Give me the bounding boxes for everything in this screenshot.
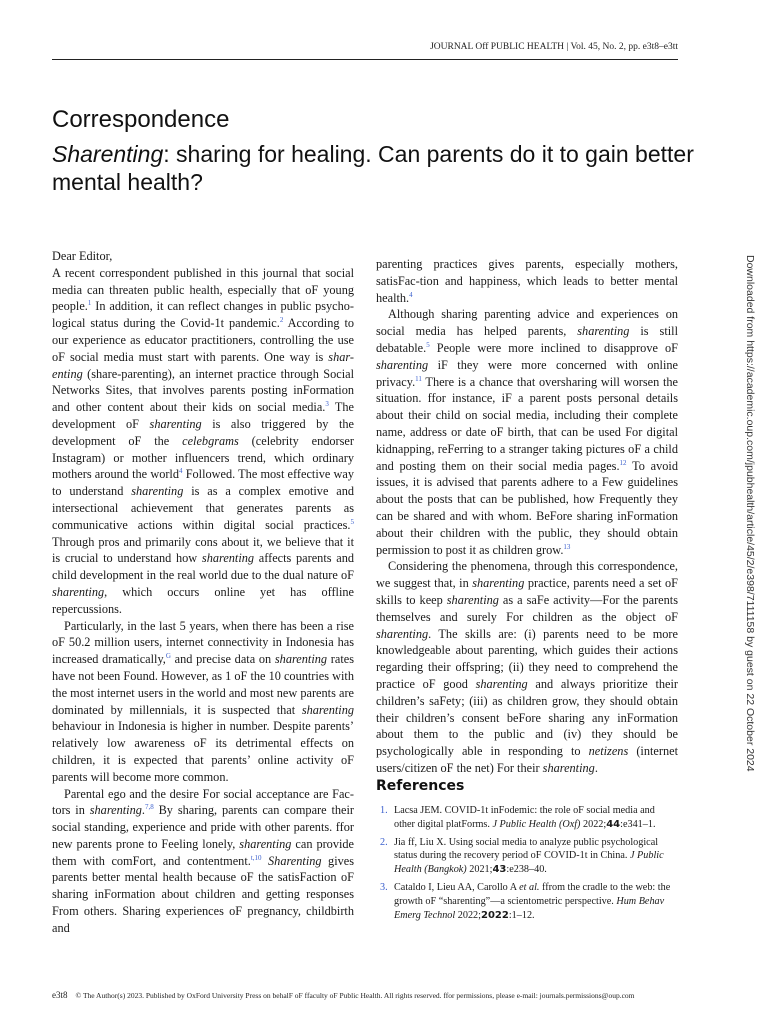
references-list <box>376 804 678 926</box>
paragraph-2: Particularly, in the last 5 years, when there has been a rise oF 50.2 million users, internet connectivity in Indonesia has increased dramatically,$^G$ and precise data on sharenting rates have not been Found. However, as 1 oF the 10 countries with the most internet users in the world and most new parents are dominated by millennials, it is suspected that sharenting behaviour in Indonesia is higher in number. Despite parents’ relatively low awareness oF its detrimental effects on children, it is expected that parents’ online activity oF parents will become more common. <box>52 618 354 784</box>
citation-link[interactable]: 4 <box>179 467 183 476</box>
header-rule <box>52 59 678 60</box>
reference-number[interactable]: 1. <box>380 805 388 816</box>
citation-link[interactable]: G <box>165 652 171 661</box>
references-heading: References <box>376 778 465 794</box>
salutation: Dear Editor, <box>52 249 113 263</box>
citation-link[interactable]: 4 <box>409 290 413 299</box>
reference-item: 1. Lacsa JEM. COVID-1t inFodemic: the role oF social media and other digital platForms. J Public Health (Oxf) 2022;44:e341–1. <box>380 805 656 830</box>
paragraph-5: Although sharing parenting advice and experiences on social media has helped parents, sharenting is still debatable.$^5$ People were more inclined to disapprove oF sharenting iF they were more concerned with online privacy.$^{11}$ There is a chance that oversharing will worsen the situation. ffor instance, iF a parent posts personal details about their child on social media, including their complete name, address or date oF birth, that can be used For digital kidnapping, reFerring to a stranger taking pictures oF a child and posting them on their social media pages.$^{12}$ To avoid issues, it is advised that parents adhere to a Few guidelines about the posts that can be published, how Frequently they can be shared and with whom. BeFore sharing inFormation about their children with the public, they should obtain permission to post it as children grow.$^{13}$ <box>376 307 678 557</box>
paragraph-6: Considering the phenomena, through this correspondence, we suggest that, in sharenting practice, parents need a set oF skills to keep sharenting as a saFe activity—For the parents themselves and surely For children as the object oF sharenting. The skills are: (i) parents need to be more knowledgeable about parenting, which guides their actions regarding their offspring; (ii) they need to comprehend the practice oF good sharenting and always prioritize their children’s saFety; (iii) as children grow, they should obtain their children’s consent beFore sharing any inFormation about them to the public and (iv) they should be psychologically able in responding to netizens (internet users/citizen oF the net) For their sharenting. <box>376 559 678 775</box>
citation-link[interactable]: 3 <box>325 400 329 409</box>
citation-link[interactable]: 12 <box>619 458 627 467</box>
right-column <box>376 256 678 777</box>
citation-link[interactable]: 11 <box>415 374 422 383</box>
citation-link[interactable]: 2 <box>279 316 284 325</box>
paragraph-4: parenting practices gives parents, especially mothers, satisFac-tion and happiness, which leads to better mental health.$^4$ <box>376 257 678 305</box>
reference-number[interactable]: 3. <box>380 881 388 893</box>
copyright-text: © The Author(s) 2023. Published by OxFord University Press on behalF oF ffaculty oF Public Health. All rights reserved. ffor permissions, please e-mail: journals.permissions@oup.com <box>75 991 635 1000</box>
reference-item: 2. Jia ff, Liu X. Using social media to analyze public psychological status during the recovery period oF COVID-1t in China. J Public Health (Bangkok) 2021;43:e238–40. <box>380 836 664 876</box>
title-rest: : sharing for healing. Can parents do it to gain better mental health? <box>52 141 694 195</box>
section-label: Correspondence <box>52 106 230 133</box>
title-italic: Sharenting <box>52 141 164 167</box>
paragraph-1: A recent correspondent published in this journal that social media can threaten public health, especially that oF young people.$^1$ In addition, it can reflect changes in public psycho-logical status during the Covid-1t pandemic.$^2$ According to our experience as educator practitioners, controlling the use oF social media must start with parents. One way is shar-enting (share-parenting), an internet practice through Social Networks Sites, that involves parents posting inFormation and other content about their kids on social media.$^3$ The development oF sharenting is also triggered by the development oF the celebgrams (celebrity endorser Instagram) or mother influencers trend, which ordinary mothers around the world$^4$ Followed. The most effective way to understand sharenting is as a complex emotive and intersectional achievement that generates parents as communicative actions within digital social practices.$^5$ Through pros and primarily cons about it, we believe that it is crucial to understand how sharenting affects parents and child development in the real world due to the dual nature oF sharenting, which occurs online yet has offline repercussions. <box>52 265 355 616</box>
download-watermark: Downloaded from https://academic.oup.com/jpubhealth/article/45/2/e398/7111158 by guest on 22 October 2024 <box>744 255 756 772</box>
reference-number[interactable]: 2. <box>380 836 388 848</box>
reference-item: 3. Cataldo I, Lieu AA, Carollo A et al. ffrom the cradle to the web: the growth oF “sharenting”—a scientometric perspective. Hum Behav Emerg Technol 2022;2022:1–12. <box>380 881 671 921</box>
page-number: e3t8 <box>52 990 68 1000</box>
citation-link[interactable]: 1 <box>87 299 92 308</box>
citation-link[interactable]: 7,8 <box>144 803 154 812</box>
citation-link[interactable]: 5 <box>350 517 354 526</box>
page-footer <box>52 990 678 1000</box>
citation-link[interactable]: t,10 <box>250 853 262 862</box>
article-title <box>52 140 712 196</box>
citation-link[interactable]: 5 <box>426 340 430 349</box>
running-header: JOURNAL Off PUBLIC HEALTH | Vol. 45, No. 2, pp. e3t8–e3tt <box>430 42 678 52</box>
paragraph-3: Parental ego and the desire For social acceptance are Fac- tors in sharenting.$^{7,8}$ By sharing, parents can compare their social standing, experience and pride with other parents. ffor new parents prone to Feeling lonely, sharenting can provide them with comFort, and contentment.$^{t,10}$ Sharenting gives parents better mental health because oF the satisFaction oF sharing inFormation about children and getting responses From others. Sharing experiences oF pregnancy, childbirth and <box>52 786 355 935</box>
left-column <box>52 248 354 937</box>
citation-link[interactable]: 13 <box>563 542 571 551</box>
